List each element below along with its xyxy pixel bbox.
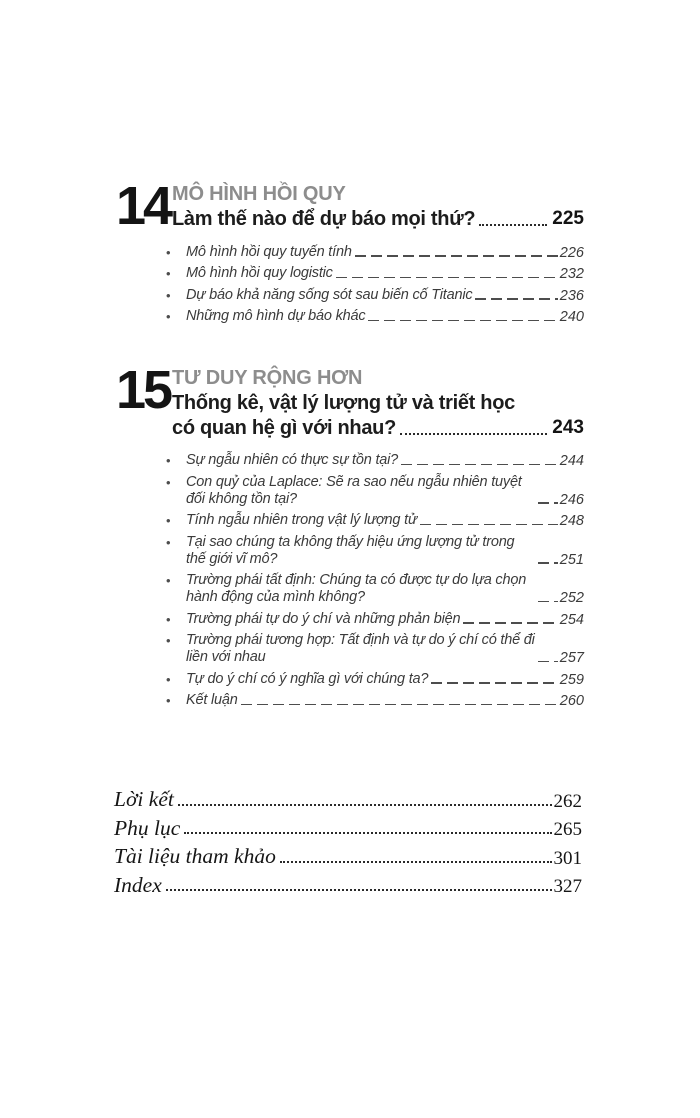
- back-matter-page: 265: [553, 819, 582, 841]
- bullet-icon: •: [166, 244, 171, 260]
- toc-item: [166, 512, 584, 529]
- back-matter-label: Index: [114, 872, 162, 897]
- toc-item-page: 244: [559, 453, 584, 470]
- chapter-15-subtitle-line1: Thống kê, vật lý lượng tử và triết học: [172, 392, 515, 415]
- chapter-14-page-number: 225: [552, 208, 584, 230]
- toc-item: [166, 692, 584, 709]
- chapter-14-head: [116, 176, 584, 236]
- back-matter-label: Tài liệu tham khảo: [114, 844, 276, 869]
- toc-item-label: Con quỷ của Laplace: Sẽ ra sao nếu ngẫu nhiên tuyệt đối không tồn tại?: [186, 473, 522, 507]
- dash-leader: [538, 502, 558, 503]
- back-matter-page: 327: [553, 876, 582, 898]
- toc-item: [166, 452, 584, 469]
- toc-item-label: Dự báo khả năng sống sót sau biến cố Titanic: [186, 286, 473, 303]
- toc-item-label: Mô hình hồi quy tuyến tính: [186, 243, 352, 260]
- dot-leader: [184, 832, 551, 834]
- bullet-icon: •: [166, 633, 171, 649]
- toc-item-label: Mô hình hồi quy logistic: [186, 265, 333, 282]
- bullet-icon: •: [166, 611, 171, 627]
- toc-item-label: Trường phái tự do ý chí và những phản biện: [186, 610, 461, 627]
- chapter-15-items: [166, 452, 584, 709]
- dash-leader: [241, 704, 558, 705]
- dash-leader: [538, 661, 558, 662]
- chapter-14-number: 14: [116, 176, 171, 236]
- back-matter-section: [114, 789, 582, 896]
- toc-item-label: Những mô hình dự báo khác: [186, 308, 366, 325]
- bullet-icon: •: [166, 309, 171, 325]
- toc-item: [166, 671, 584, 688]
- toc-item-label: Trường phái tất định: Chúng ta có được tự do lựa chọn hành động của mình không?: [186, 572, 527, 606]
- back-matter-label: Phụ lục: [114, 815, 181, 840]
- back-matter-row: [114, 815, 582, 841]
- back-matter-row: [114, 846, 582, 868]
- dash-leader: [538, 601, 558, 602]
- toc-item: [166, 474, 584, 508]
- toc-item-label: Tính ngẫu nhiên trong vật lý lượng tử: [186, 512, 417, 529]
- bullet-icon: •: [166, 453, 171, 469]
- toc-item-page: 246: [559, 491, 584, 508]
- bullet-icon: •: [166, 474, 171, 490]
- dash-leader: [475, 298, 557, 299]
- chapter-14-items: [166, 244, 584, 326]
- chapter-14-section: [116, 176, 584, 326]
- toc-item-label: Sự ngẫu nhiên có thực sự tồn tại?: [186, 452, 399, 469]
- toc-item: [166, 308, 584, 325]
- toc-item: [166, 244, 584, 261]
- chapter-15-page-number: 243: [552, 417, 584, 439]
- dash-leader: [538, 562, 558, 563]
- toc-item-page: 251: [559, 551, 584, 568]
- chapter-15-head: [116, 360, 584, 440]
- dot-leader: [400, 433, 547, 435]
- toc-item-page: 240: [559, 309, 584, 326]
- dot-leader: [479, 224, 547, 226]
- chapter-15-titles: [172, 367, 584, 439]
- back-matter-row: [114, 872, 582, 898]
- toc-item-page: 257: [559, 650, 584, 667]
- back-matter-row: [114, 789, 582, 811]
- back-matter-label: Lời kết: [114, 787, 174, 812]
- dash-leader: [401, 464, 558, 465]
- bullet-icon: •: [166, 534, 171, 550]
- toc-item: [166, 265, 584, 282]
- toc-item: [166, 632, 584, 666]
- toc-item-label: Trường phái tương hợp: Tất định và tự do ý chí có thể đi liền với nhau: [186, 632, 535, 666]
- chapter-15-subtitle-row: [172, 417, 584, 439]
- chapter-14-subtitle: Làm thế nào để dự báo mọi thứ?: [172, 208, 476, 230]
- toc-item-page: 254: [559, 611, 584, 628]
- toc-item-page: 252: [559, 590, 584, 607]
- toc-item: [166, 572, 584, 606]
- dash-leader: [368, 320, 557, 321]
- bullet-icon: •: [166, 287, 171, 303]
- toc-item-page: 236: [559, 287, 584, 304]
- toc-item-page: 260: [559, 693, 584, 710]
- toc-item: [166, 534, 584, 568]
- chapter-15-subtitle-line2: có quan hệ gì với nhau?: [172, 417, 396, 440]
- chapter-14-subtitle-row: [172, 208, 584, 230]
- back-matter-page: 262: [553, 790, 582, 812]
- dot-leader: [280, 861, 552, 863]
- toc-item-label: Tại sao chúng ta không thấy hiệu ứng lượng tử trong thế giới vĩ mô?: [186, 533, 515, 567]
- bullet-icon: •: [166, 671, 171, 687]
- chapter-14-heading: MÔ HÌNH HỒI QUY: [172, 183, 346, 205]
- toc-item: [166, 287, 584, 304]
- dash-leader: [431, 682, 558, 683]
- toc-item-page: 226: [559, 244, 584, 261]
- bullet-icon: •: [166, 266, 171, 282]
- chapter-15-number: 15: [116, 360, 171, 421]
- dash-leader: [355, 255, 558, 256]
- back-matter-page: 301: [553, 847, 582, 869]
- chapter-15-section: [116, 360, 584, 710]
- bullet-icon: •: [166, 573, 171, 589]
- chapter-14-titles: [172, 183, 584, 230]
- toc-item-label: Kết luận: [186, 692, 238, 709]
- dash-leader: [463, 622, 557, 623]
- toc-item-page: 259: [559, 671, 584, 688]
- toc-item: [166, 611, 584, 628]
- dash-leader: [420, 524, 558, 525]
- toc-item-page: 248: [559, 513, 584, 530]
- dash-leader: [336, 277, 558, 278]
- bullet-icon: •: [166, 693, 171, 709]
- chapter-15-heading: TƯ DUY RỘNG HƠN: [172, 367, 363, 390]
- dot-leader: [178, 804, 552, 806]
- toc-item-page: 232: [559, 266, 584, 283]
- bullet-icon: •: [166, 513, 171, 529]
- dot-leader: [166, 889, 552, 891]
- toc-item-label: Tự do ý chí có ý nghĩa gì với chúng ta?: [186, 670, 429, 687]
